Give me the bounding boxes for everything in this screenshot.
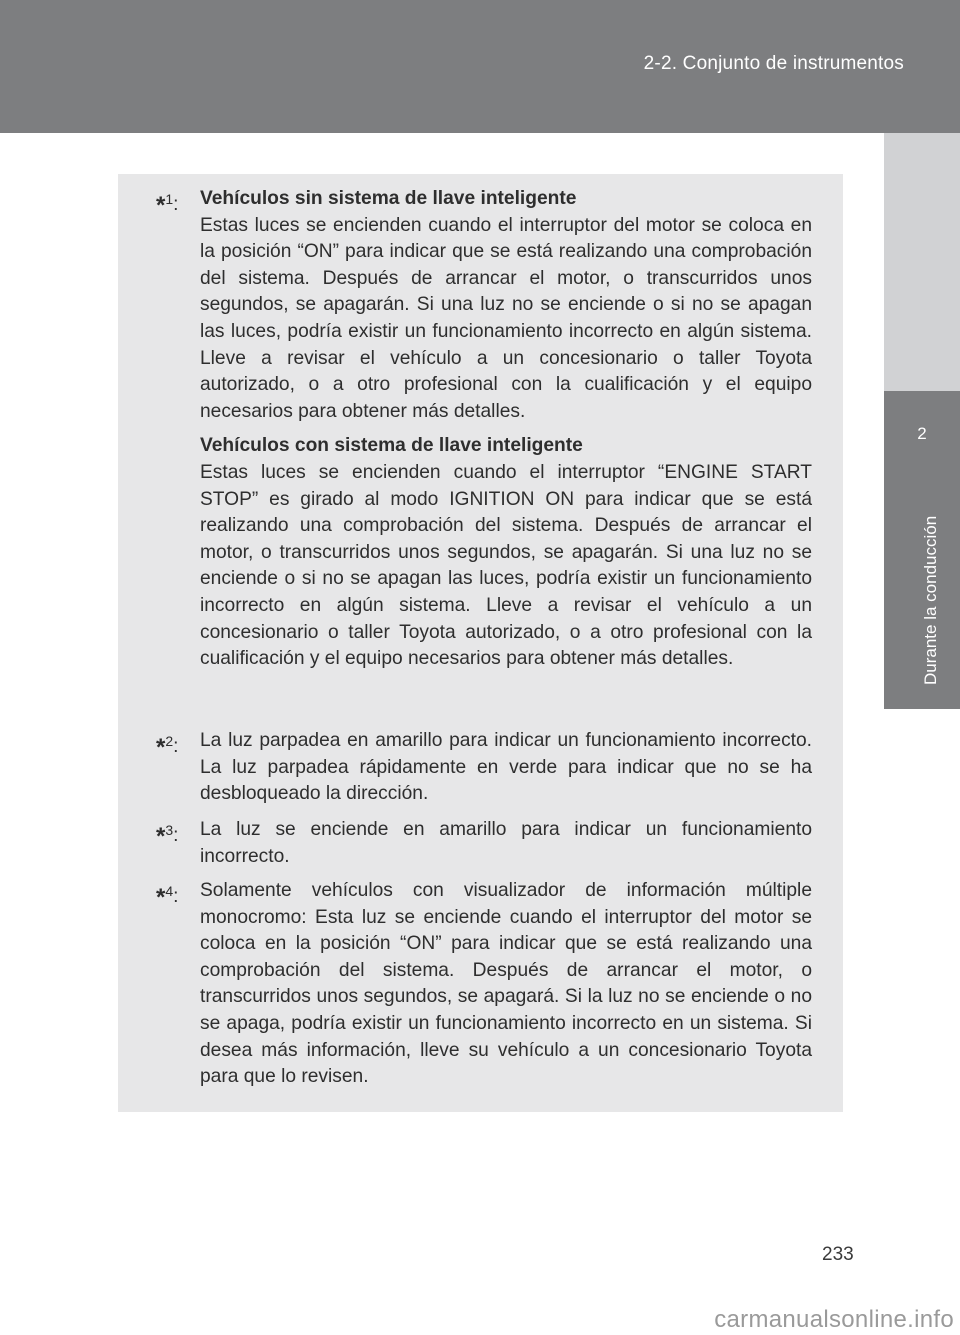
note-text: La luz se enciende en amarillo para indicar un funcionamiento incorrecto.: [200, 819, 812, 867]
note-marker: *$^4$:: [156, 883, 179, 911]
chapter-name: Durante la conducción: [921, 515, 940, 685]
section-title: 2-2. Conjunto de instrumentos: [643, 53, 904, 74]
note-text: Solamente vehículos con visualizador de información múltiple monocromo: Esta luz se enciende cuando el interruptor del motor se coloca en la posición “ON” para indicar que se está realizando una comprobación del sistema. Después de arrancar el motor, o transcurridos unos segundos, se apagará. Si la luz no se enciende o no se apaga, podría existir un funcionamiento incorrecto en un sistema. Si desea más información, lleve su vehículo a un concesionario Toyota para que lo revisen.: [200, 880, 812, 1088]
watermark: carmanualsonline.info: [714, 1306, 954, 1333]
note-marker: *$^2$:: [156, 733, 179, 761]
note-3: [156, 817, 812, 870]
note-heading: Vehículos sin sistema de llave inteligente: [200, 188, 577, 209]
page-number: 233: [822, 1244, 854, 1265]
note-heading: Vehículos con sistema de llave inteligente: [200, 435, 583, 457]
note-marker: *$^1$:: [156, 191, 179, 219]
chapter-number: 2: [917, 424, 927, 443]
note-text: Estas luces se encienden cuando el interruptor del motor se coloca en la posición “ON” para indicar que se está realizando una comprobación del sistema. Después de arrancar el motor, o transcurridos unos segundos, se apagarán. Si una luz no se enciende o si no se apagan las luces, podría existir un funcionamiento incorrecto en algún sistema. Lleve a revisar el vehículo a un concesionario o taller Toyota autorizado, o a otro profesional con la cualificación y el equipo necesarios para obtener más detalles.: [200, 214, 812, 422]
note-text: La luz parpadea en amarillo para indicar un funcionamiento incorrecto. La luz parpadea rápidamente en verde para indicar que no se ha desbloqueado la dirección.: [200, 730, 812, 805]
note-2: [156, 728, 812, 808]
note-text: Estas luces se encienden cuando el interruptor “ENGINE START STOP” es girado al modo IGNITION ON para indicar que se está realizando una comprobación del sistema. Después de arrancar el motor, o transcurridos unos segundos, se apagarán. Si una luz no se enciende o si no se apagan las luces, podría existir un funcionamiento incorrecto en algún sistema. Lleve a revisar el vehículo a un concesionario o taller Toyota autorizado, o a otro profesional con la cualificación y el equipo necesarios para obtener más detalles.: [200, 461, 812, 670]
note-4: [156, 878, 812, 1091]
note-marker: *$^3$:: [156, 822, 179, 850]
note-1: [156, 186, 812, 673]
side-tab-top: [884, 133, 960, 391]
